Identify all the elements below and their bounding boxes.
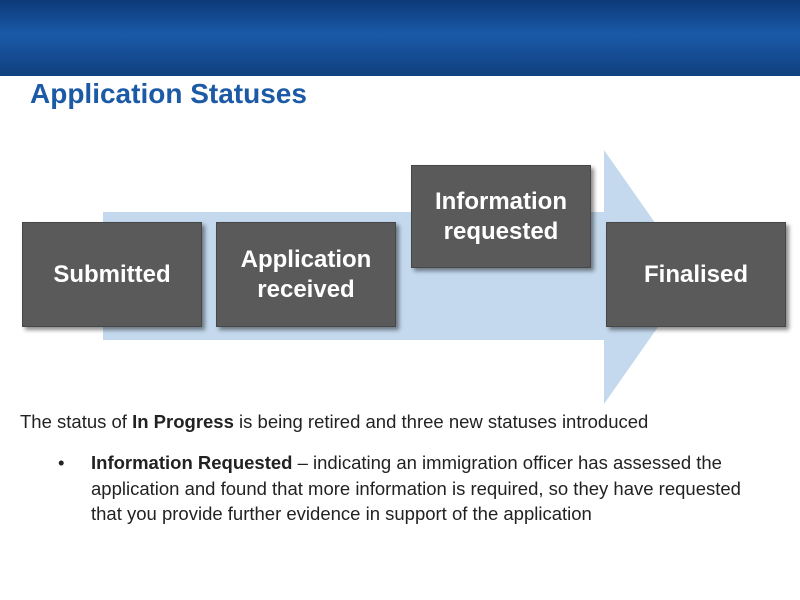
- intro-bold: In Progress: [132, 411, 234, 432]
- stage-application-received: [216, 222, 396, 327]
- bullet-item: [56, 450, 756, 527]
- bullet-dot-icon: •: [58, 452, 65, 473]
- stage-label: Finalised: [643, 260, 749, 288]
- intro-prefix: The status of: [20, 411, 133, 432]
- stage-label: Information requested: [435, 187, 567, 245]
- intro-suffix: is being retired and three new statuses introduced: [233, 411, 649, 432]
- stage-submitted: [22, 222, 202, 327]
- slide-title: Application Statuses: [30, 78, 307, 109]
- status-intro: [20, 411, 790, 433]
- bullet-term: Information Requested: [91, 452, 293, 473]
- stage-label: Application received: [240, 245, 372, 303]
- bullet-list: [56, 450, 756, 527]
- stage-finalised: [606, 222, 786, 327]
- bullet-text: – indicating an immigration officer has assessed the application and found that more information is required, so they have requested that you provide further evidence in support of the application: [91, 452, 741, 524]
- stage-label: Submitted: [53, 260, 171, 288]
- stage-information-requested: [411, 165, 591, 268]
